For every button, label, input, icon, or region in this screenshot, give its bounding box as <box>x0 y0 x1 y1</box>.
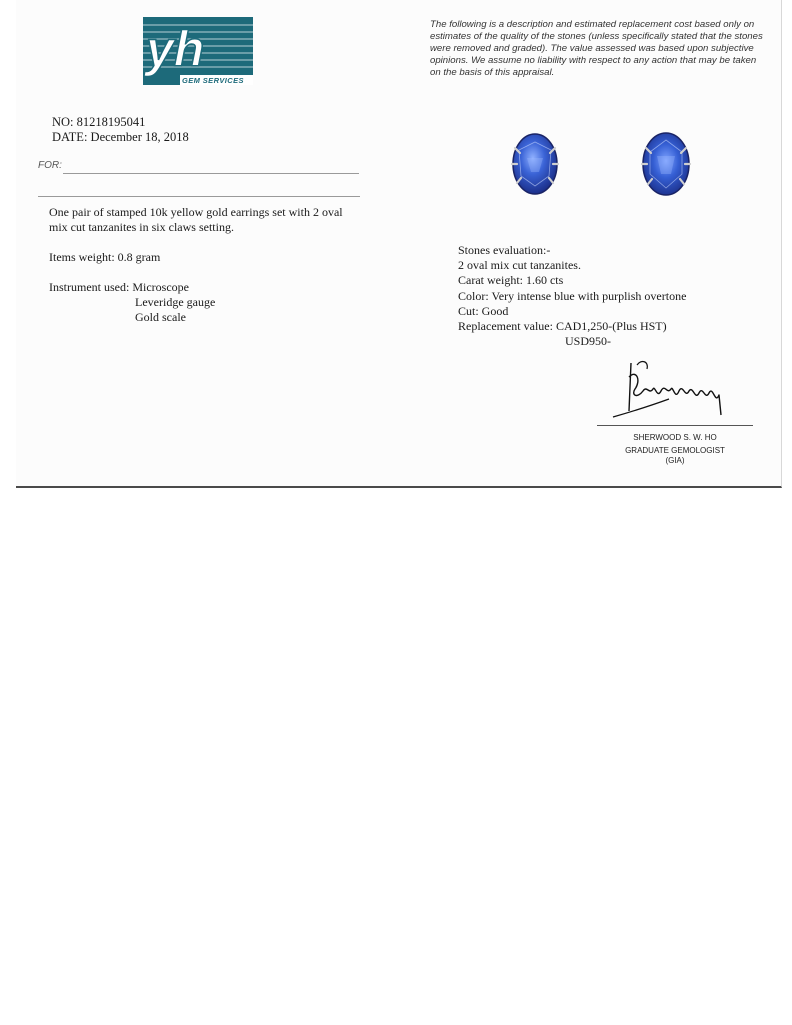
stone-cut: Cut: Good <box>458 303 509 318</box>
replacement-value-usd: USD950- <box>565 334 612 349</box>
for-fill-line <box>63 173 359 174</box>
for-label: FOR: <box>38 160 62 171</box>
instrument-gold-scale: Gold scale <box>135 310 186 324</box>
signer-credential: (GIA) <box>665 456 685 465</box>
report-date: DATE: December 18, 2018 <box>52 130 189 144</box>
svg-text:yh: yh <box>146 21 205 77</box>
signature-line <box>597 425 753 426</box>
instrument-microscope: Instrument used: Microscope <box>49 280 189 294</box>
stones-heading: Stones evaluation:- <box>458 243 551 257</box>
signer-title: GRADUATE GEMOLOGIST <box>625 446 725 455</box>
section-divider <box>38 196 360 197</box>
item-description: One pair of stamped 10k yellow gold earrings set with 2 oval mix cut tanzanites in six claws setting. <box>49 205 343 234</box>
stones-evaluation <box>458 243 686 349</box>
yh-gem-services-logo <box>143 17 253 85</box>
instruments-used <box>49 280 215 325</box>
logo-tagline: GEM SERVICES <box>182 76 244 85</box>
tanzanite-earring-right-image <box>640 128 692 200</box>
signer-name: SHERWOOD S. W. HO <box>633 433 717 442</box>
report-number: NO: 81218195041 <box>52 115 146 129</box>
tanzanite-earring-left-image <box>509 128 561 200</box>
stones-count: 2 oval mix cut tanzanites. <box>458 258 581 273</box>
item-weight: Items weight: 0.8 gram <box>49 250 161 264</box>
stone-color: Color: Very intense blue with purplish overtone <box>458 288 687 303</box>
carat-weight: Carat weight: 1.60 cts <box>458 273 564 288</box>
instrument-leveridge-gauge: Leveridge gauge <box>135 295 216 309</box>
replacement-value-cad: Replacement value: CAD1,250-(Plus HST) <box>458 319 667 334</box>
handwritten-signature <box>607 355 727 427</box>
disclaimer-text: The following is a description and estimated replacement cost based only on estimates of the quality of the stones (unless specifically stated that the stones were removed and graded). The value assessed was based upon subjective opinions. We assume no liability with respect to any action that may be taken on the basis of this appraisal. <box>430 19 763 78</box>
